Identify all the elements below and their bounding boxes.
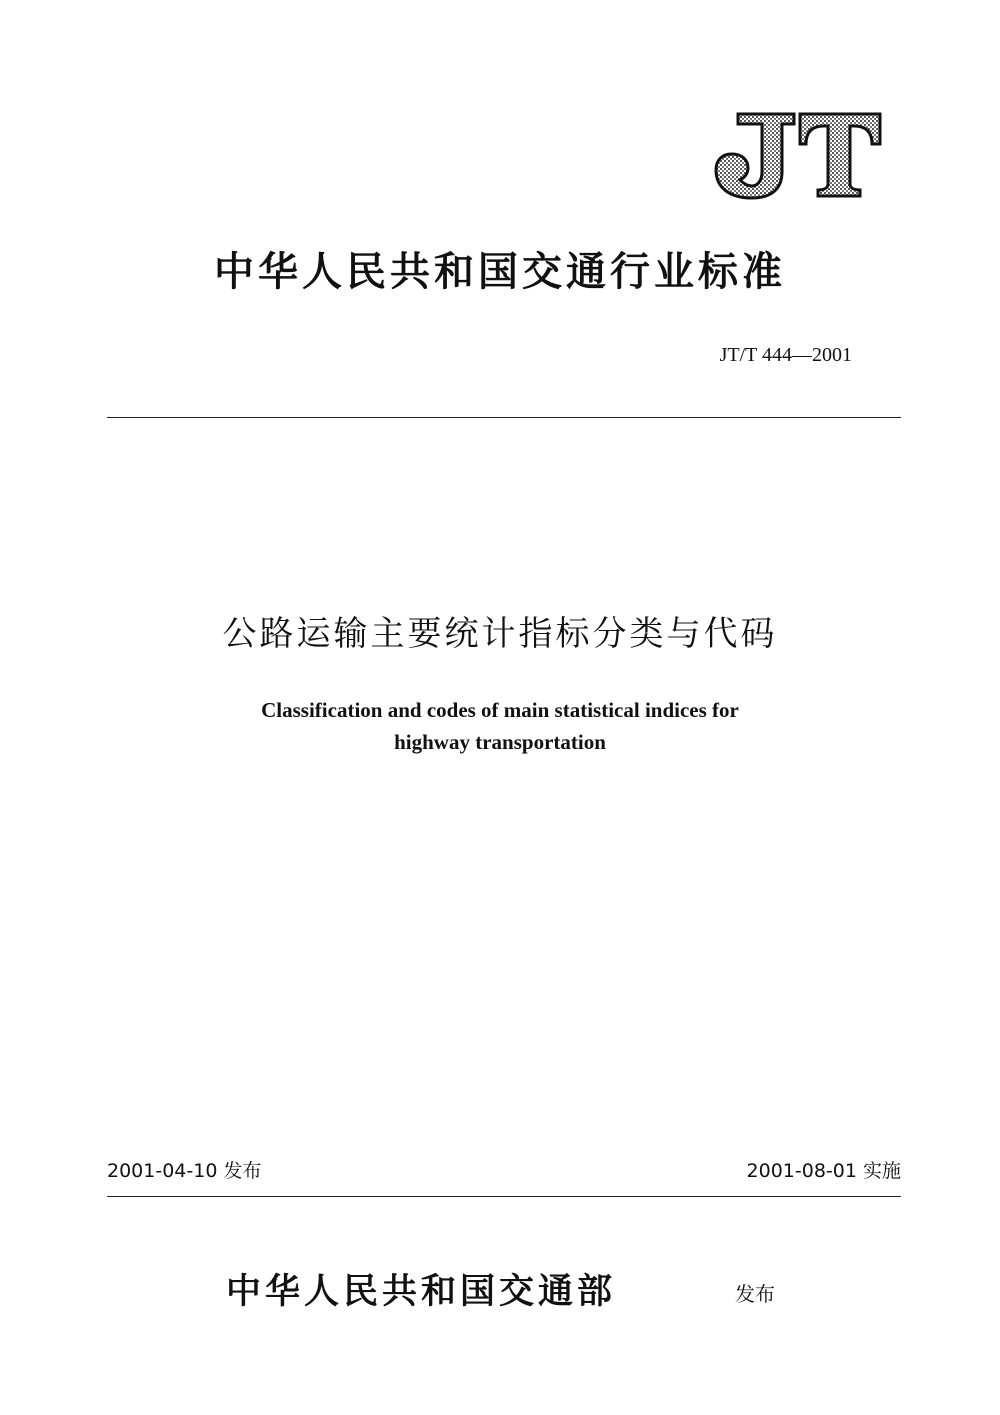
jt-logo-icon xyxy=(708,108,884,200)
issue-date: 2001-04-10 发布 xyxy=(107,1160,262,1182)
top-divider xyxy=(107,417,901,418)
standard-number: JT/T 444—2001 xyxy=(719,344,852,366)
document-title-cn: 公路运输主要统计指标分类与代码 xyxy=(222,614,778,654)
document-title-en-line1: Classification and codes of main statistical indices for xyxy=(261,698,739,722)
document-title-en-line2: highway transportation xyxy=(394,730,606,754)
implementation-date: 2001-08-01 实施 xyxy=(746,1160,901,1182)
bottom-divider xyxy=(107,1196,901,1197)
publisher-name: 中华人民共和国交通部 xyxy=(226,1271,617,1312)
standard-heading: 中华人民共和国交通行业标准 xyxy=(214,248,786,295)
publisher-suffix: 发布 xyxy=(735,1282,775,1306)
